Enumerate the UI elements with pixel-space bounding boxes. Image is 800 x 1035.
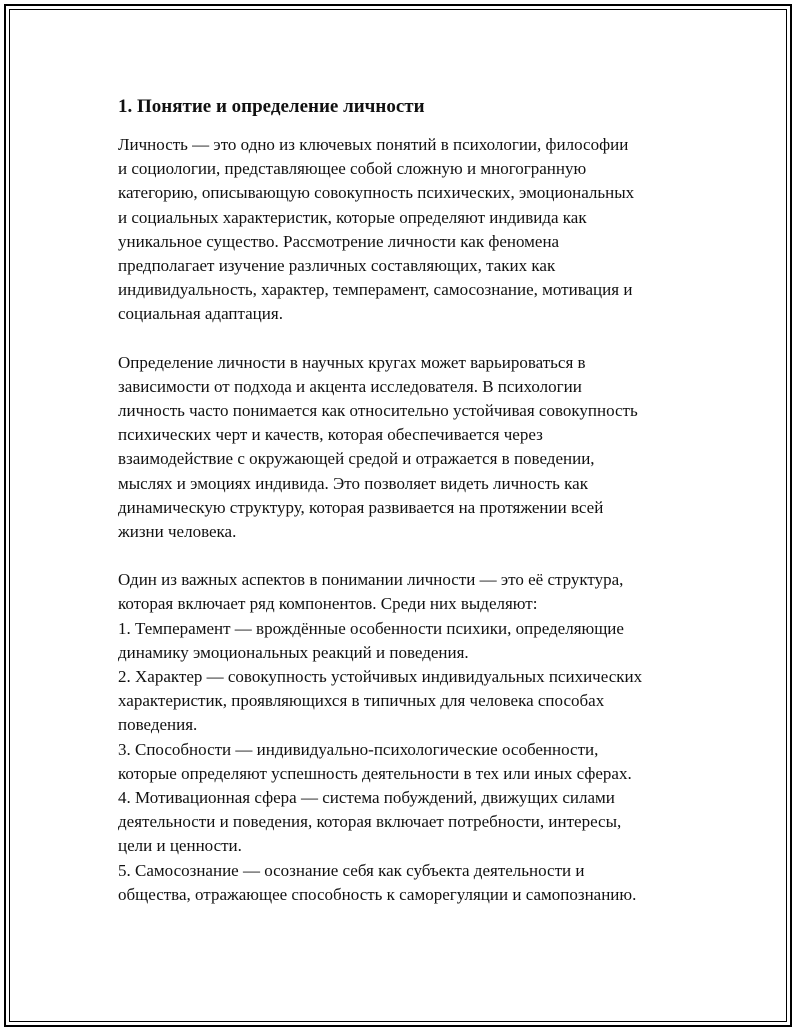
paragraph-line: динамическую структуру, которая развивается на протяжении всей	[118, 497, 604, 517]
paragraph-line: Личность — это одно из ключевых понятий в психологии, философии	[118, 135, 629, 154]
paragraph-line: уникальное существо. Рассмотрение личности как феномена	[118, 231, 560, 251]
paragraph-line: жизни человека.	[118, 522, 237, 542]
section-heading: 1. Понятие и определение личности	[118, 96, 425, 117]
paragraph-line: личность часто понимается как относительно устойчивая совокупность	[118, 401, 638, 421]
paragraph-line: динамику эмоциональных реакций и поведения.	[118, 642, 469, 662]
paragraph-line: и социологии, представляющее собой сложную и многогранную	[118, 159, 587, 179]
document-body	[118, 93, 698, 907]
paragraph-line: мыслях и эмоциях индивида. Это позволяет видеть личность как	[118, 473, 588, 493]
paragraph-3	[118, 568, 698, 907]
paragraph-line: Определение личности в научных кругах может варьироваться в	[118, 352, 586, 372]
paragraph-line: общества, отражающее способность к саморегуляции и самопознанию.	[118, 884, 637, 904]
paragraph-line: предполагает изучение различных составляющих, таких как	[118, 256, 556, 276]
paragraph-line: которые определяют успешность деятельности в тех или иных сферах.	[118, 763, 632, 783]
list-item-motivation: 4. Мотивационная сфера — система побуждений, движущих силами	[118, 788, 615, 808]
paragraph-spacer	[118, 544, 698, 568]
paragraph-line: индивидуальность, характер, темперамент, самосознание, мотивация и	[118, 280, 633, 300]
paragraph-line: взаимодействие с окружающей средой и отражается в поведении,	[118, 449, 595, 469]
list-item-self-awareness: 5. Самосознание — осознание себя как субъекта деятельности и	[118, 860, 585, 880]
list-item-character: 2. Характер — совокупность устойчивых индивидуальных психических	[118, 667, 643, 687]
paragraph-line: Один из важных аспектов в понимании личности — это её структура,	[118, 570, 624, 590]
paragraph-line: социальная адаптация.	[118, 304, 283, 324]
paragraph-line: и социальных характеристик, которые определяют индивида как	[118, 207, 587, 227]
paragraph-spacer	[118, 327, 698, 351]
list-item-abilities: 3. Способности — индивидуально-психологические особенности,	[118, 739, 599, 759]
paragraph-1	[118, 133, 698, 327]
paragraph-line: поведения.	[118, 715, 198, 735]
paragraph-line: категорию, описывающую совокупность психических, эмоциональных	[118, 183, 635, 203]
paragraph-line: которая включает ряд компонентов. Среди них выделяют:	[118, 594, 538, 614]
paragraph-line: цели и ценности.	[118, 836, 242, 856]
paragraph-line: характеристик, проявляющихся в типичных для человека способах	[118, 691, 605, 711]
paragraph-2	[118, 351, 698, 545]
paragraph-line: зависимости от подхода и акцента исследователя. В психологии	[118, 376, 582, 396]
paragraph-line: деятельности и поведения, которая включает потребности, интересы,	[118, 812, 622, 832]
list-item-temperament: 1. Темперамент — врождённые особенности психики, определяющие	[118, 618, 624, 638]
paragraph-line: психических черт и качеств, которая обеспечивается через	[118, 425, 543, 445]
